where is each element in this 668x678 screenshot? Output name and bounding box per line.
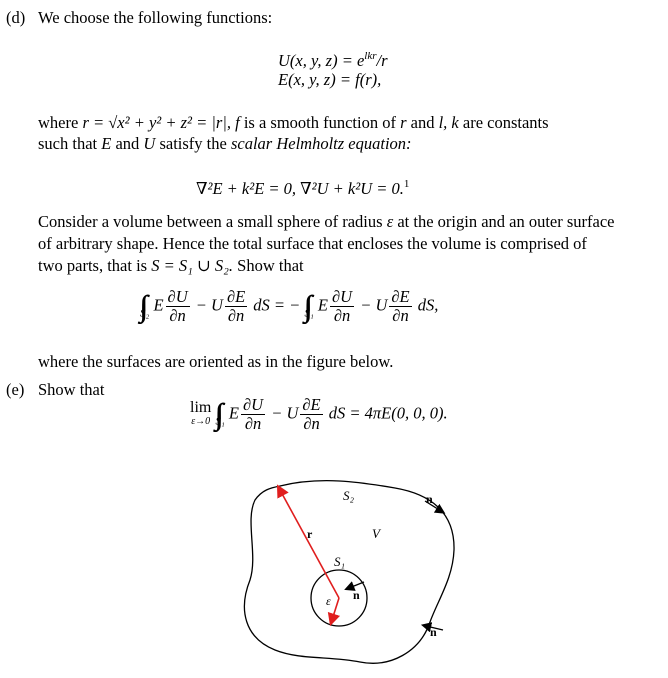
limit-equation: lim ε→0 $_{S_1}$ E $\frac{\partial U}{\partial n}$ − U $\frac{\partial E}{\partial n}$ dS = 4πE(0, 0, 0).: [190, 395, 448, 433]
r-vector: [280, 490, 339, 598]
label-epsilon: ε: [326, 594, 331, 608]
paragraph-line-3: two parts, that is S = S₁ ∪ S₂. Show that: [38, 256, 304, 275]
label-r: r: [307, 527, 313, 541]
paragraph-line-2: of arbitrary shape. Hence the total surface that encloses the volume is comprised of: [38, 234, 587, 253]
label-n-top: n: [426, 492, 433, 506]
part-d-intro: We choose the following functions:: [38, 8, 273, 27]
label-S1: S₁: [334, 554, 346, 569]
label-n-bottom: n: [430, 625, 437, 639]
label-n-inner: n: [353, 588, 360, 602]
label-V: V: [372, 526, 380, 541]
such-that-line: such that E and U satisfy the scalar Helmholtz equation:: [38, 134, 412, 153]
part-d-label: (d): [6, 8, 26, 27]
part-e-text: Show that: [38, 380, 105, 399]
epsilon-vector: [332, 598, 339, 620]
footnote-mark: 1: [403, 178, 410, 190]
label-S2: S₂: [343, 488, 355, 503]
where-line: where r = √x² + y² + z² = |r|, f is a smooth function of r and l, k are constants: [38, 113, 549, 132]
part-e-label: (e): [6, 380, 25, 399]
equation-E: E(x, y, z) = f(r),: [278, 70, 382, 89]
helmholtz-equation: ∇²E + k²E = 0, ∇²U + k²U = 0.$^1$: [196, 178, 410, 198]
equation-U: U(x, y, $z) = e^{lkr}/r$: [278, 50, 388, 70]
paragraph-line-1: Consider a volume between a small sphere of radius ε at the origin and an outer surface: [38, 212, 615, 231]
surface-integral-equation: $_{S_2}$ E $\frac{\partial U}{\partial n}$ − U $\frac{\partial E}{\partial n}$ dS = − $_{S_1}$ E $\frac{\partial U}{\partial n}$ − U $\frac{\partial E}{\partial n}$ dS,: [140, 287, 439, 325]
oriented-line: where the surfaces are oriented as in the figure below.: [38, 352, 394, 371]
